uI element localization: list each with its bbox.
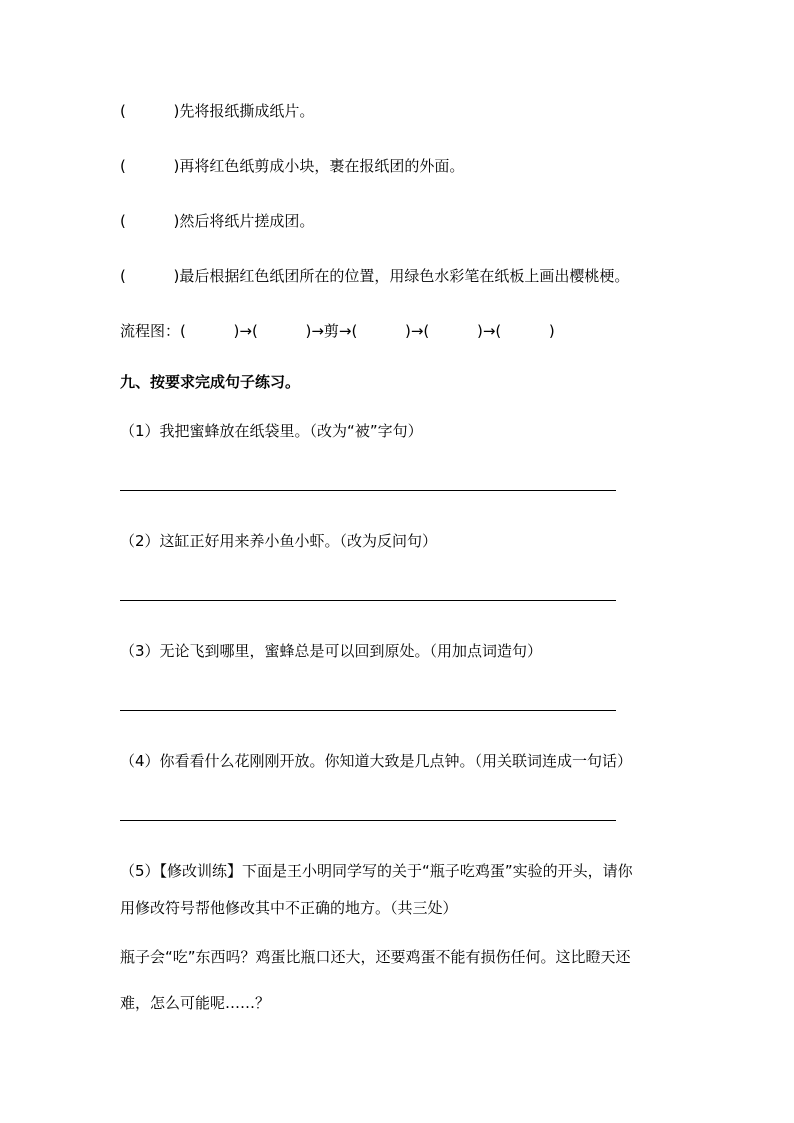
step-3-text: 然后将纸片搓成团。 (179, 212, 315, 230)
step-1-text: 先将报纸撕成纸片。 (179, 102, 315, 120)
question-5-line-2: 用修改符号帮他修改其中不正确的地方。（共三处） (120, 899, 458, 917)
step-4-blank[interactable]: ( ) (120, 267, 180, 285)
answer-line-1[interactable] (120, 490, 616, 491)
question-3: （3）无论飞到哪里，蜜蜂总是可以回到原处。（用加点词造句） (120, 642, 543, 660)
step-1-blank[interactable]: ( ) (120, 102, 180, 120)
step-2 (120, 156, 464, 176)
step-4-text: 最后根据红色纸团所在的位置，用绿色水彩笔在纸板上画出樱桃梗。 (179, 267, 630, 285)
question-4: （4）你看看什么花刚刚开放。你知道大致是几点钟。（用关联词连成一句话） (120, 752, 633, 770)
answer-line-2[interactable] (120, 600, 616, 601)
step-1 (120, 101, 314, 121)
step-4 (120, 266, 629, 286)
step-2-text: 再将红色纸剪成小块，裹在报纸团的外面。 (179, 157, 465, 175)
question-1: （1）我把蜜蜂放在纸袋里。（改为“被”字句） (120, 422, 423, 440)
question-2: （2）这缸正好用来养小鱼小虾。（改为反问句） (120, 532, 438, 550)
answer-line-4[interactable] (120, 820, 616, 821)
step-3-blank[interactable]: ( ) (120, 212, 180, 230)
section-9-title: 九、按要求完成句子练习。 (120, 373, 301, 391)
step-2-blank[interactable]: ( ) (120, 157, 180, 175)
flow-chart-line[interactable]: 流程图：( )→( )→剪→( )→( )→( ) (120, 322, 555, 340)
answer-line-3[interactable] (120, 710, 616, 711)
passage-line-2: 难，怎么可能呢……？ (120, 994, 271, 1012)
question-5-line-1: （5）【修改训练】下面是王小明同学写的关于“瓶子吃鸡蛋”实验的开头，请你 (120, 862, 633, 880)
passage-line-1: 瓶子会“吃”东西吗？鸡蛋比瓶口还大，还要鸡蛋不能有损伤任何。这比瞪天还 (120, 948, 631, 966)
step-3 (120, 211, 314, 231)
